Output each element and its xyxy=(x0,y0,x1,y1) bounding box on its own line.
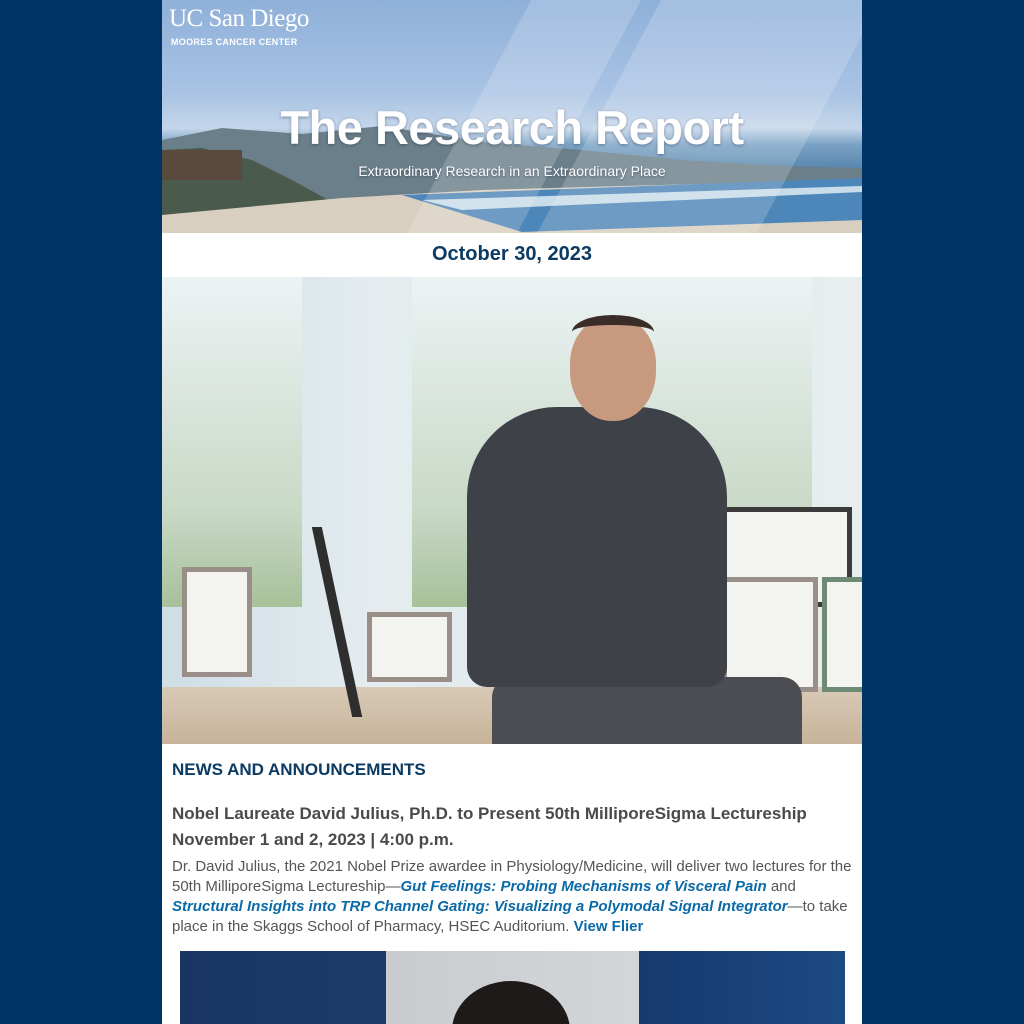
moores-cancer-center-label: MOORES CANCER CENTER xyxy=(171,37,298,47)
section-heading: NEWS AND ANNOUNCEMENTS xyxy=(172,760,426,779)
newsletter-tagline: Extraordinary Research in an Extraordinary Place xyxy=(358,163,666,179)
article-body xyxy=(172,857,857,937)
talk-link-trp-channel[interactable]: Structural Insights into TRP Channel Gating: Visualizing a Polymodal Signal Integrator xyxy=(172,898,788,915)
person-hair xyxy=(452,981,570,1024)
person-hair xyxy=(572,315,654,349)
next-article-photo[interactable] xyxy=(180,951,845,1024)
header-banner xyxy=(162,0,862,233)
hero-photo[interactable] xyxy=(162,277,862,744)
body-text: Dr. David Julius, the 2021 Nobel Prize awardee in Physiology/Medicine, will deliver two lectures for the 50th MilliporeSigma Lectureship— xyxy=(172,858,852,895)
picture-frame xyxy=(722,577,818,692)
picture-frame xyxy=(822,577,862,692)
article-title[interactable] xyxy=(172,801,862,853)
ucsd-logo[interactable]: UC San Diego xyxy=(169,5,309,32)
person-legs xyxy=(492,677,802,744)
person-shirt xyxy=(467,407,727,687)
picture-frame xyxy=(367,612,452,682)
newsletter-page xyxy=(162,0,862,1024)
article-date-line: November 1 and 2, 2023 | 4:00 p.m. xyxy=(172,830,454,849)
view-flier-link[interactable]: View Flier xyxy=(573,918,644,935)
body-text: —to take place in the Skaggs School of Pharmacy, HSEC Auditorium. xyxy=(172,898,848,935)
newsletter-title: The Research Report xyxy=(280,101,744,154)
body-text: and xyxy=(766,878,796,895)
talk-link-gut-feelings[interactable]: Gut Feelings: Probing Mechanisms of Visceral Pain xyxy=(400,878,767,895)
picture-frame xyxy=(182,567,252,677)
issue-date: October 30, 2023 xyxy=(431,243,593,265)
office-window xyxy=(162,277,302,607)
article-title-line[interactable]: Nobel Laureate David Julius, Ph.D. to Present 50th MilliporeSigma Lectureship xyxy=(172,804,807,823)
